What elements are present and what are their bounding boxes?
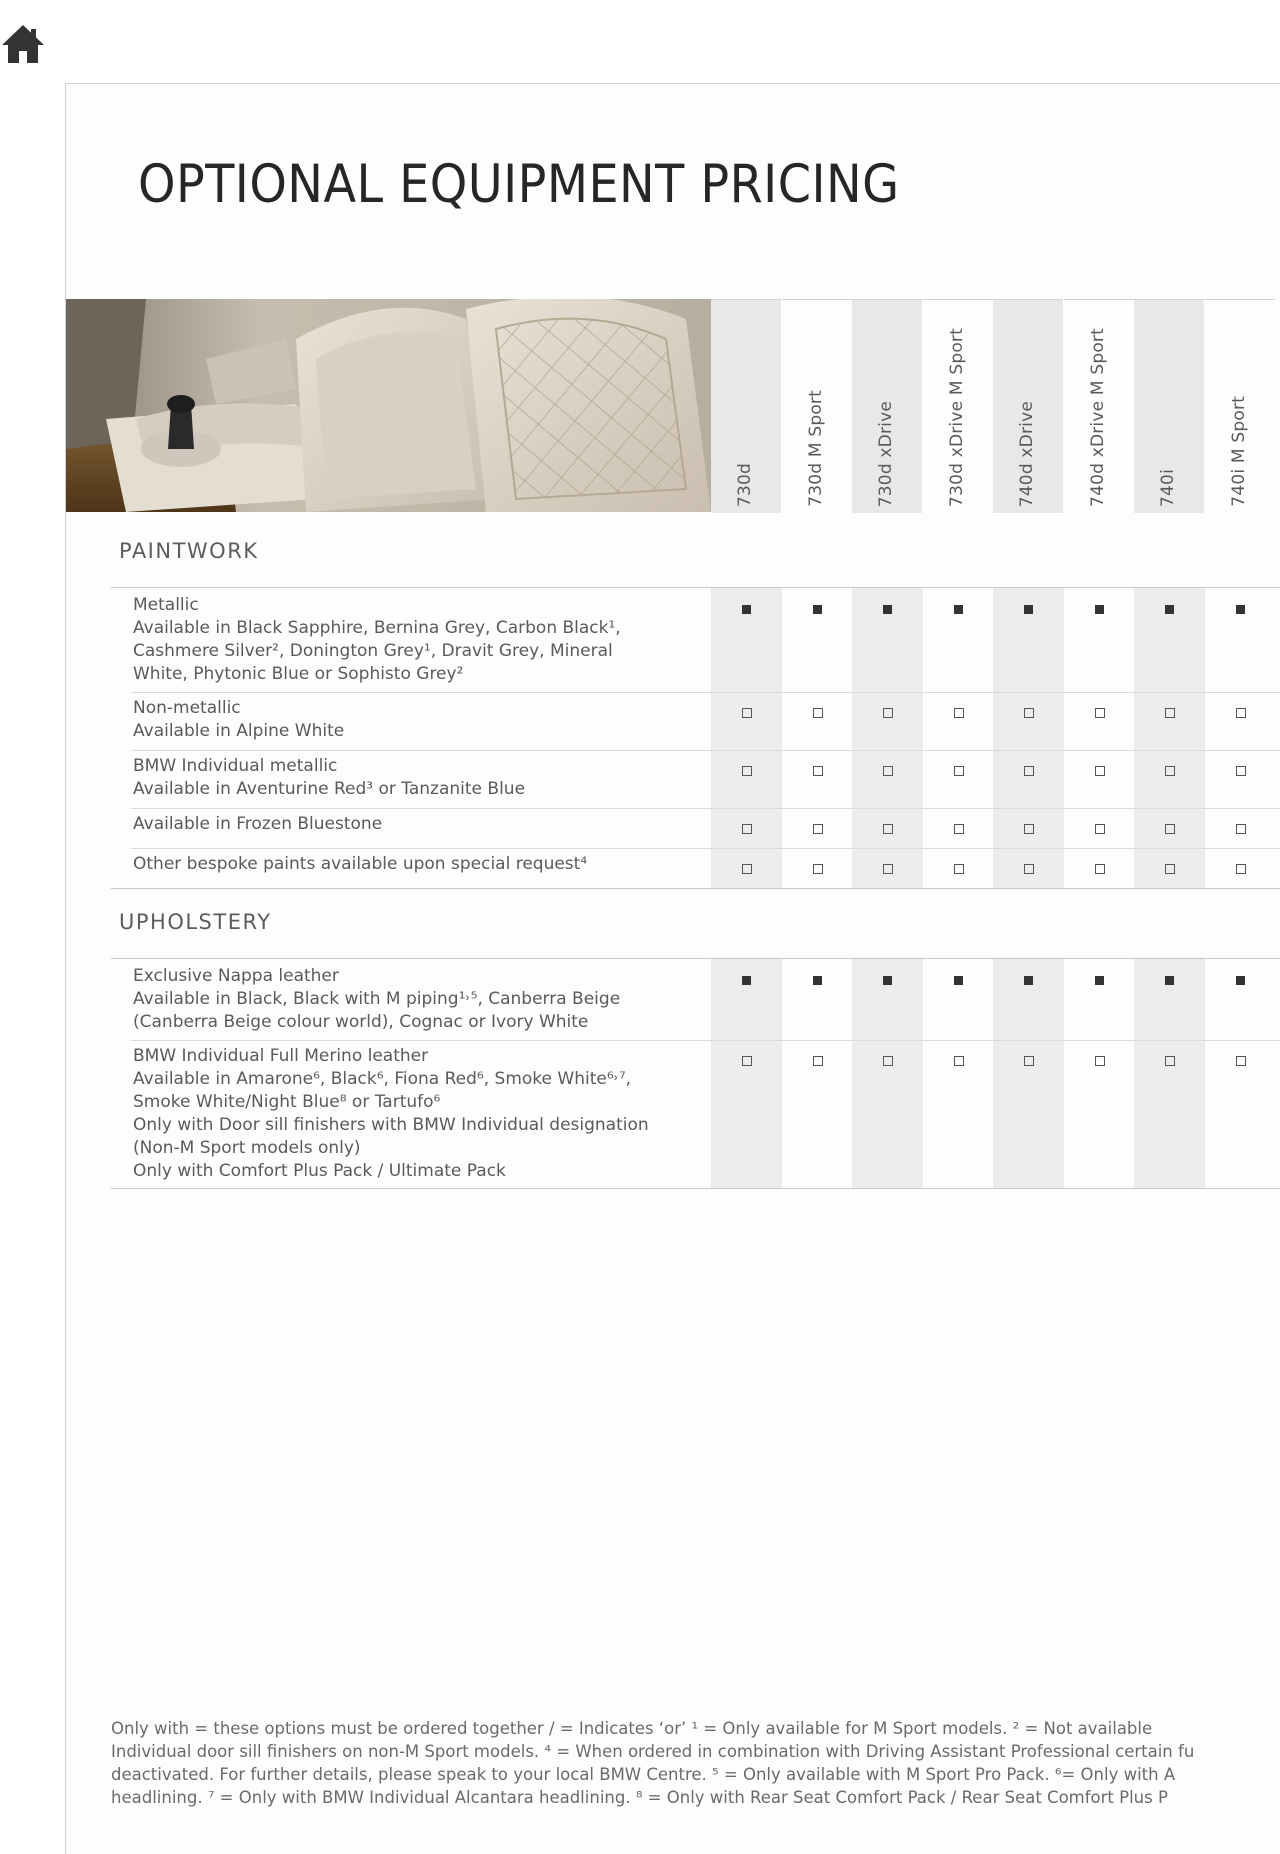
row-divider xyxy=(131,750,1280,751)
option-square-icon xyxy=(742,824,752,834)
row-divider xyxy=(131,848,1280,849)
equipment-row-description xyxy=(133,594,693,686)
column-shading xyxy=(993,958,1064,1188)
standard-square-icon xyxy=(1024,976,1033,985)
option-square-icon xyxy=(1165,1056,1175,1066)
option-square-icon xyxy=(813,708,823,718)
description-line: Exclusive Nappa leather xyxy=(133,966,339,986)
option-square-icon xyxy=(883,708,893,718)
option-square-icon xyxy=(742,766,752,776)
description-line: Available in Frozen Bluestone xyxy=(133,814,383,834)
section-divider xyxy=(111,587,1280,588)
option-square-icon xyxy=(883,864,893,874)
model-name: 730d M Sport xyxy=(805,390,826,507)
equipment-row-description xyxy=(133,853,693,876)
option-square-icon xyxy=(1095,1056,1105,1066)
standard-square-icon xyxy=(742,605,751,614)
standard-square-icon xyxy=(883,605,892,614)
standard-square-icon xyxy=(1165,605,1174,614)
standard-square-icon xyxy=(1024,605,1033,614)
model-name: 730d xDrive M Sport xyxy=(946,328,967,507)
column-shading xyxy=(993,587,1064,888)
standard-square-icon xyxy=(1236,605,1245,614)
option-square-icon xyxy=(954,1056,964,1066)
standard-square-icon xyxy=(1236,976,1245,985)
description-line: Metallic xyxy=(133,595,199,615)
description-line: (Non-M Sport models only) xyxy=(133,1138,361,1158)
row-divider xyxy=(131,1040,1280,1041)
footnotes xyxy=(111,1717,1280,1809)
option-square-icon xyxy=(1165,824,1175,834)
description-line: (Canberra Beige colour world), Cognac or Ivory White xyxy=(133,1012,589,1032)
option-square-icon xyxy=(883,1056,893,1066)
equipment-row-description xyxy=(133,965,693,1034)
column-shading xyxy=(1134,587,1205,888)
standard-square-icon xyxy=(954,605,963,614)
standard-square-icon xyxy=(742,976,751,985)
standard-square-icon xyxy=(883,976,892,985)
option-square-icon xyxy=(1095,708,1105,718)
option-square-icon xyxy=(954,766,964,776)
option-square-icon xyxy=(954,708,964,718)
option-square-icon xyxy=(813,766,823,776)
model-column-header xyxy=(1205,299,1275,513)
column-shading xyxy=(852,587,923,888)
option-square-icon xyxy=(1165,708,1175,718)
option-square-icon xyxy=(1024,766,1034,776)
option-square-icon xyxy=(742,1056,752,1066)
row-divider xyxy=(111,1188,1280,1189)
standard-square-icon xyxy=(1095,605,1104,614)
equipment-row-description xyxy=(133,697,693,743)
model-name: 730d xDrive xyxy=(876,400,896,507)
option-square-icon xyxy=(813,824,823,834)
column-shading xyxy=(852,958,923,1188)
section-title: UPHOLSTERY xyxy=(119,910,272,934)
option-square-icon xyxy=(813,864,823,874)
column-shading xyxy=(1134,958,1205,1188)
model-name: 730d xyxy=(735,462,755,507)
description-line: Only with Comfort Plus Pack / Ultimate Pack xyxy=(133,1161,506,1181)
description-line: Non-metallic xyxy=(133,698,241,718)
option-square-icon xyxy=(1236,824,1246,834)
standard-square-icon xyxy=(813,605,822,614)
option-square-icon xyxy=(1024,708,1034,718)
option-square-icon xyxy=(1236,766,1246,776)
option-square-icon xyxy=(883,824,893,834)
home-icon[interactable] xyxy=(0,21,46,65)
option-square-icon xyxy=(742,864,752,874)
option-square-icon xyxy=(1095,766,1105,776)
footnote-line: Only with = these options must be ordered together / = Indicates ‘or’ ¹ = Only available for M Sport models. ² = Not available xyxy=(111,1719,1153,1738)
option-square-icon xyxy=(1165,864,1175,874)
option-square-icon xyxy=(1165,766,1175,776)
footnote-line: headlining. ⁷ = Only with BMW Individual Alcantara headlining. ⁸ = Only with Rear Seat Comfort Pack / Rear Seat Comfort Plus P xyxy=(111,1788,1168,1807)
equipment-row-description xyxy=(133,813,693,836)
model-column-header xyxy=(1064,299,1134,513)
description-line: Available in Black, Black with M piping¹˒⁵, Canberra Beige xyxy=(133,989,621,1009)
option-square-icon xyxy=(1095,824,1105,834)
row-divider xyxy=(131,692,1280,693)
description-line: Other bespoke paints available upon special request⁴ xyxy=(133,854,588,874)
model-name: 740d xDrive xyxy=(1017,400,1037,507)
standard-square-icon xyxy=(1095,976,1104,985)
option-square-icon xyxy=(1236,864,1246,874)
description-line: Cashmere Silver², Donington Grey¹, Dravit Grey, Mineral xyxy=(133,641,613,661)
brochure-page xyxy=(65,83,1280,1854)
option-square-icon xyxy=(954,864,964,874)
description-line: Available in Alpine White xyxy=(133,721,345,741)
option-square-icon xyxy=(1024,1056,1034,1066)
section-divider xyxy=(111,958,1280,959)
description-line: Available in Black Sapphire, Bernina Grey, Carbon Black¹, xyxy=(133,618,621,638)
model-name: 740i xyxy=(1158,469,1178,507)
description-line: BMW Individual metallic xyxy=(133,756,338,776)
model-name: 740d xDrive M Sport xyxy=(1087,328,1108,507)
description-line: Available in Amarone⁶, Black⁶, Fiona Red⁶, Smoke White⁶˒⁷, xyxy=(133,1069,632,1089)
option-square-icon xyxy=(742,708,752,718)
option-square-icon xyxy=(1024,824,1034,834)
model-column-header xyxy=(852,299,922,513)
row-divider xyxy=(131,808,1280,809)
footnote-line: deactivated. For further details, please speak to your local BMW Centre. ⁵ = Only available with M Sport Pro Pack. ⁶= Only with A xyxy=(111,1765,1176,1784)
equipment-row-description xyxy=(133,1045,693,1183)
option-square-icon xyxy=(883,766,893,776)
model-column-header xyxy=(923,299,993,513)
description-line: Smoke White/Night Blue⁸ or Tartufo⁶ xyxy=(133,1092,441,1112)
footnote-line: Individual door sill finishers on non-M Sport models. ⁴ = When ordered in combination with Driving Assistant Professional certain fu xyxy=(111,1742,1195,1761)
section-title: PAINTWORK xyxy=(119,539,259,563)
model-column-header xyxy=(993,299,1063,513)
equipment-row-description xyxy=(133,755,693,801)
description-line: Available in Aventurine Red³ or Tanzanite Blue xyxy=(133,779,526,799)
description-line: White, Phytonic Blue or Sophisto Grey² xyxy=(133,664,464,684)
hero-image xyxy=(66,299,711,512)
option-square-icon xyxy=(813,1056,823,1066)
model-name: 740i M Sport xyxy=(1228,396,1249,507)
model-column-header xyxy=(1134,299,1204,513)
column-shading xyxy=(711,587,782,888)
standard-square-icon xyxy=(954,976,963,985)
option-square-icon xyxy=(1236,1056,1246,1066)
column-shading xyxy=(711,958,782,1188)
description-line: Only with Door sill finishers with BMW Individual designation xyxy=(133,1115,649,1135)
option-square-icon xyxy=(1236,708,1246,718)
standard-square-icon xyxy=(813,976,822,985)
standard-square-icon xyxy=(1165,976,1174,985)
option-square-icon xyxy=(1095,864,1105,874)
option-square-icon xyxy=(954,824,964,834)
description-line: BMW Individual Full Merino leather xyxy=(133,1046,429,1066)
option-square-icon xyxy=(1024,864,1034,874)
model-column-header xyxy=(711,299,781,513)
row-divider xyxy=(111,888,1280,889)
page-title: OPTIONAL EQUIPMENT PRICING xyxy=(138,154,900,215)
model-column-header xyxy=(782,299,852,513)
